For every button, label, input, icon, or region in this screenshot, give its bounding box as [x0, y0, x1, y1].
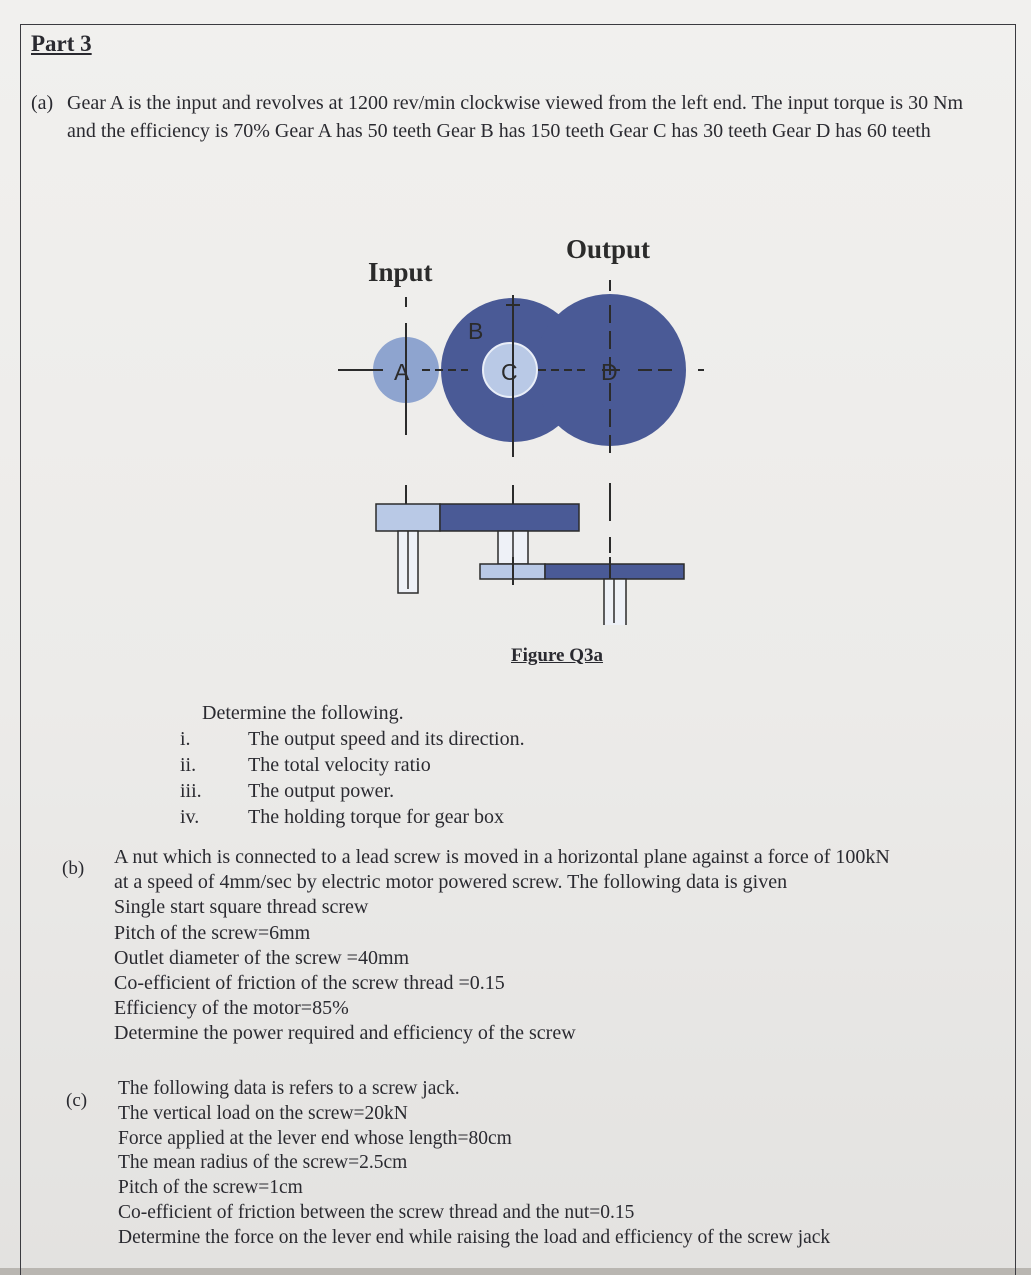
item-number: i. — [180, 728, 191, 750]
question-c-line: Determine the force on the lever end while raising the load and efficiency of the screw jack — [118, 1226, 831, 1248]
input-label: Input — [368, 257, 433, 287]
determine-list — [168, 726, 525, 830]
question-c-line: The following data is refers to a screw jack. — [118, 1078, 460, 1099]
side-gear-b — [440, 504, 579, 531]
part-title: Part 3 — [31, 31, 92, 56]
question-c-body — [118, 1077, 978, 1251]
question-b-line: at a speed of 4mm/sec by electric motor powered screw. The following data is given — [114, 871, 788, 894]
item-text: The holding torque for gear box — [248, 806, 505, 828]
question-b-line: Efficiency of the motor=85% — [114, 997, 349, 1020]
figure-caption: Figure Q3a — [511, 645, 604, 666]
list-item — [168, 726, 525, 752]
list-item — [168, 778, 525, 804]
determine-intro: Determine the following. — [202, 702, 404, 724]
gear-d-label: D — [601, 359, 618, 385]
gear-c-label: C — [501, 359, 518, 385]
question-c-line: The vertical load on the screw=20kN — [118, 1102, 408, 1124]
item-text: The output power. — [248, 780, 395, 802]
question-b-line: Pitch of the screw=6mm — [114, 921, 311, 944]
question-c-line: Pitch of the screw=1cm — [118, 1177, 303, 1199]
side-gear-a — [376, 504, 440, 531]
question-c-line: The mean radius of the screw=2.5cm — [118, 1152, 408, 1174]
question-b-line: Co-efficient of friction of the screw thread =0.15 — [114, 972, 505, 995]
question-b-line: A nut which is connected to a lead screw is moved in a horizontal plane against a force of 100kN — [114, 846, 890, 868]
question-b-line: Determine the power required and efficiency of the screw — [114, 1022, 576, 1045]
gear-a-label: A — [394, 359, 410, 385]
item-text: The total velocity ratio — [248, 754, 431, 776]
question-a-text: Gear A is the input and revolves at 1200 rev/min clockwise viewed from the left end. The input torque is 30 Nm and the efficiency is 70% Gear A has 50 teeth Gear B has 150 teeth Gear C has 30 teeth Gear D has 60 teeth — [67, 92, 964, 142]
question-b-body — [114, 845, 994, 1047]
item-number: iv. — [180, 806, 200, 828]
gear-b-label: B — [468, 318, 484, 344]
side-gear-d — [545, 564, 684, 579]
question-b-line: Single start square thread screw — [114, 896, 369, 919]
output-shaft — [604, 579, 626, 625]
question-c-line: Co-efficient of friction between the screw thread and the nut=0.15 — [118, 1201, 635, 1223]
item-text: The output speed and its direction. — [248, 728, 525, 750]
question-b-line: Outlet diameter of the screw =40mm — [114, 946, 410, 969]
question-b-label: (b) — [62, 858, 85, 879]
question-c-line: Force applied at the lever end whose length=80cm — [118, 1127, 512, 1149]
list-item — [168, 752, 525, 778]
question-a-label: (a) — [31, 92, 54, 114]
question-c-label: (c) — [66, 1090, 88, 1111]
list-item — [168, 804, 525, 830]
item-number: ii. — [180, 754, 197, 776]
gear-train-figure — [338, 225, 710, 625]
output-label: Output — [566, 234, 651, 264]
item-number: iii. — [180, 780, 202, 802]
